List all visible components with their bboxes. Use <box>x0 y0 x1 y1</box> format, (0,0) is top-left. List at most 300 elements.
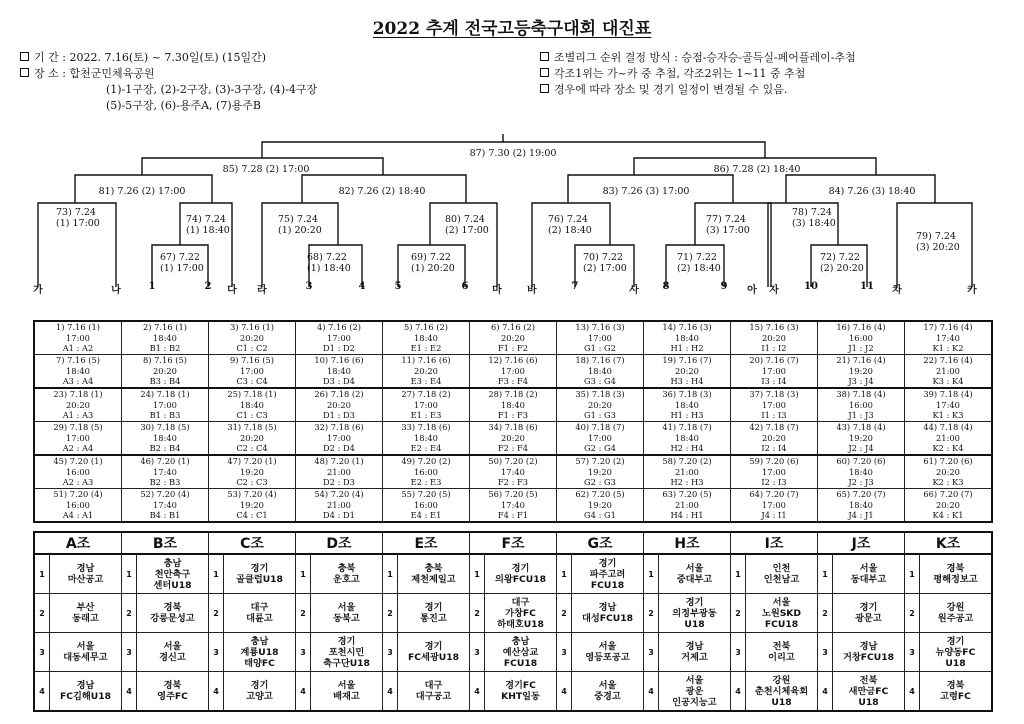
team-name-line: 경기 <box>424 641 443 652</box>
schedule-line: B2 : B3 <box>149 477 181 488</box>
tournament-bracket <box>0 0 1024 300</box>
team-name <box>572 594 644 633</box>
schedule-line: 20:20 <box>240 432 264 443</box>
schedule-line: 59) 7.20 (6) <box>749 456 799 467</box>
schedule-line: 18:40 <box>849 466 873 477</box>
seed-number: 1 <box>34 554 50 594</box>
team-name <box>137 554 209 594</box>
schedule-line: 54) 7.20 (4) <box>314 489 364 500</box>
schedule-line: 61) 7.20 (6) <box>923 456 973 467</box>
schedule-cell <box>470 422 557 456</box>
schedule-line: 27) 7.18 (2) <box>401 389 451 400</box>
team-name-line: 강원 <box>772 674 791 686</box>
slot-label: 2 <box>204 281 212 292</box>
schedule-line: 18:40 <box>327 365 351 376</box>
schedule-line: 25) 7.18 (1) <box>227 389 277 400</box>
schedule-line: J4 : I1 <box>761 510 787 521</box>
seed-number: 3 <box>731 633 746 672</box>
schedule-line: 28) 7.18 (2) <box>488 389 538 400</box>
schedule-line: 18:40 <box>588 365 612 376</box>
slot-label: 가 <box>33 285 43 296</box>
period-value: 2022. 7.16(토) ~ 7.30일(토) (15일간) <box>69 51 267 64</box>
schedule-cell <box>383 355 470 389</box>
team-name <box>224 672 296 712</box>
team-name-line: 서울 <box>685 563 704 574</box>
schedule-line: C3 : C4 <box>236 376 268 387</box>
team-name-line: 경기 <box>859 602 878 613</box>
schedule-line: B1 : B2 <box>149 343 181 354</box>
schedule-line: 17:40 <box>153 466 177 477</box>
match-69: 69) 7.22 (1) 20:20 <box>411 252 455 274</box>
schedule-line: 18:40 <box>153 332 177 343</box>
group-name: E조 <box>383 532 470 554</box>
schedule-cell <box>383 422 470 456</box>
schedule-line: 58) 7.20 (2) <box>662 456 712 467</box>
schedule-line: C2 : C4 <box>236 443 268 454</box>
schedule-cell <box>731 321 818 355</box>
team-name <box>920 672 993 712</box>
team-name-line: 계룡U18 <box>240 646 279 658</box>
schedule-line: G2 : G3 <box>584 477 616 488</box>
schedule-line: 19:20 <box>849 365 873 376</box>
schedule-line: 17:00 <box>240 365 264 376</box>
schedule-line: 45) 7.20 (1) <box>53 456 103 467</box>
seed-number: 4 <box>34 672 50 712</box>
schedule-cell <box>731 422 818 456</box>
schedule-line: 44) 7.18 (4) <box>923 422 973 433</box>
schedule-cell <box>122 489 209 523</box>
team-name <box>485 554 557 594</box>
schedule-cell <box>644 422 731 456</box>
team-name-line: U18 <box>858 696 879 708</box>
schedule-line: 62) 7.20 (5) <box>575 489 625 500</box>
schedule-line: H1 : H3 <box>670 410 704 421</box>
schedule-line: 31) 7.18 (5) <box>227 422 277 433</box>
team-name-line: 인공지능고 <box>672 696 717 708</box>
match-86: 86) 7.28 (2) 18:40 <box>713 164 801 175</box>
schedule-line: 20:20 <box>327 399 351 410</box>
schedule-line: 48) 7.20 (1) <box>314 456 364 467</box>
schedule-cell <box>644 388 731 422</box>
rule-2: 각조1위는 가~카 중 추첨, 각조2위는 1~11 중 추첨 <box>554 67 806 80</box>
team-name-line: 동대부고 <box>850 574 887 585</box>
schedule-cell <box>731 489 818 523</box>
seed-number: 1 <box>209 554 224 594</box>
match-74: 74) 7.24 (1) 18:40 <box>186 214 230 236</box>
team-name-line: 대륜고 <box>246 613 273 624</box>
team-name-line: 의정부광동 <box>672 607 717 619</box>
schedule-line: 20:20 <box>936 466 960 477</box>
team-name-line: FC세광U18 <box>407 652 459 663</box>
team-name-line: 인천남고 <box>763 574 800 585</box>
schedule-line: 17:00 <box>762 499 786 510</box>
team-name-line: 광문고 <box>855 613 882 624</box>
seed-number: 4 <box>383 672 398 712</box>
team-name <box>833 672 905 712</box>
schedule-line: E2 : E3 <box>410 477 442 488</box>
team-name-line: 고양고 <box>246 691 273 702</box>
schedule-line: A4 : A1 <box>62 510 94 521</box>
schedule-line: 24) 7.18 (1) <box>140 389 190 400</box>
schedule-line: 17:00 <box>327 332 351 343</box>
team-name-line: 대구 <box>424 680 443 691</box>
schedule-line: I1 : I3 <box>761 410 787 421</box>
schedule-cell <box>818 422 905 456</box>
schedule-line: 66) 7.20 (7) <box>923 489 973 500</box>
team-name <box>137 594 209 633</box>
schedule-line: K4 : K1 <box>932 510 964 521</box>
slot-label: 바 <box>527 285 537 296</box>
team-name-line: 경기 <box>946 635 965 647</box>
schedule-line: 18) 7.16 (7) <box>575 355 625 366</box>
seed-number: 3 <box>34 633 50 672</box>
team-name-line: FCU18 <box>503 657 538 669</box>
schedule-line: B1 : B3 <box>149 410 181 421</box>
schedule-line: 17:00 <box>327 432 351 443</box>
schedule-line: 2) 7.16 (1) <box>142 322 188 333</box>
seed-number: 3 <box>470 633 485 672</box>
team-name <box>485 633 557 672</box>
group-name: B조 <box>122 532 209 554</box>
schedule-line: A2 : A4 <box>62 443 94 454</box>
schedule-cell <box>122 355 209 389</box>
seed-number: 1 <box>905 554 920 594</box>
schedule-line: E3 : E4 <box>410 376 442 387</box>
schedule-cell <box>905 422 993 456</box>
schedule-line: 40) 7.18 (7) <box>575 422 625 433</box>
team-name-line: 충남 <box>163 557 182 569</box>
seed-number: 3 <box>905 633 920 672</box>
schedule-line: 21) 7.16 (4) <box>836 355 886 366</box>
schedule-cell <box>818 355 905 389</box>
schedule-cell <box>34 489 122 523</box>
schedule-line: J2 : J4 <box>848 443 874 454</box>
team-name-line: 경기 <box>250 563 269 574</box>
schedule-cell <box>209 388 296 422</box>
schedule-line: 17:00 <box>153 399 177 410</box>
seed-number: 4 <box>818 672 833 712</box>
schedule-line: J2 : J3 <box>848 477 874 488</box>
team-name-line: 하태호U18 <box>497 618 544 630</box>
schedule-line: 17:40 <box>936 399 960 410</box>
schedule-cell <box>122 422 209 456</box>
schedule-row <box>34 422 992 456</box>
schedule-line: H3 : H4 <box>670 376 704 387</box>
team-name <box>833 633 905 672</box>
match-87: 87) 7.30 (2) 19:00 <box>469 148 557 159</box>
schedule-line: 9) 7.16 (5) <box>229 355 275 366</box>
match-72: 72) 7.22 (2) 20:20 <box>820 252 864 274</box>
group-team-row <box>34 633 992 672</box>
team-name-line: 대성FCU18 <box>581 613 633 624</box>
schedule-line: 53) 7.20 (4) <box>227 489 277 500</box>
team-name <box>485 594 557 633</box>
schedule-row <box>34 388 992 422</box>
slot-label: 카 <box>967 285 977 296</box>
schedule-line: 21:00 <box>675 466 699 477</box>
team-name <box>50 554 122 594</box>
team-name-line: 춘천시체육회 <box>754 685 809 697</box>
team-name-line: 경북 <box>163 602 182 613</box>
schedule-cell <box>557 422 644 456</box>
schedule-line: 12) 7.16 (6) <box>488 355 538 366</box>
schedule-line: 17:00 <box>66 432 90 443</box>
team-name-line: 대구 <box>250 602 269 613</box>
schedule-line: F4 : F1 <box>497 510 529 521</box>
group-team-row <box>34 554 992 594</box>
venue-value: 합천군민체육공원 <box>69 67 155 80</box>
team-name <box>485 672 557 712</box>
team-name-line: 경남 <box>685 641 704 652</box>
seed-number: 2 <box>731 594 746 633</box>
team-name-line: 경기 <box>685 596 704 608</box>
schedule-cell <box>383 388 470 422</box>
slot-label: 1 <box>148 281 156 292</box>
team-name <box>311 633 383 672</box>
seed-number: 1 <box>644 554 659 594</box>
schedule-line: 18:40 <box>240 399 264 410</box>
schedule-cell <box>905 321 993 355</box>
team-name <box>311 554 383 594</box>
schedule-cell <box>383 321 470 355</box>
page-title: 2022 추계 전국고등축구대회 대진표 <box>372 19 652 39</box>
team-name-line: 서울 <box>337 602 356 613</box>
schedule-line: 35) 7.18 (3) <box>575 389 625 400</box>
team-name-line: 부산 <box>76 602 95 613</box>
schedule-cell <box>470 455 557 489</box>
schedule-line: 41) 7.18 (7) <box>662 422 712 433</box>
seed-number: 2 <box>34 594 50 633</box>
slot-label: 다 <box>227 285 237 296</box>
schedule-line: 18:40 <box>66 365 90 376</box>
schedule-line: 16:00 <box>414 499 438 510</box>
schedule-line: 21:00 <box>675 499 699 510</box>
schedule-line: H4 : H1 <box>670 510 704 521</box>
team-name <box>920 594 993 633</box>
team-name <box>746 672 818 712</box>
team-name <box>137 633 209 672</box>
team-name <box>50 672 122 712</box>
schedule-line: D2 : D3 <box>323 477 355 488</box>
team-name <box>659 554 731 594</box>
schedule-line: H2 : H4 <box>670 443 704 454</box>
team-name-line: 거제고 <box>681 652 708 663</box>
schedule-cell <box>209 422 296 456</box>
team-name <box>659 594 731 633</box>
team-name-line: U18 <box>684 618 705 630</box>
team-name-line: 경신고 <box>159 652 186 663</box>
schedule-line: 20:20 <box>762 432 786 443</box>
schedule-line: 17:00 <box>501 365 525 376</box>
schedule-line: D3 : D4 <box>323 376 355 387</box>
schedule-cell <box>905 388 993 422</box>
schedule-line: 38) 7.18 (4) <box>836 389 886 400</box>
team-name-line: U18 <box>945 657 966 669</box>
team-name <box>224 633 296 672</box>
schedule-line: 33) 7.18 (6) <box>401 422 451 433</box>
schedule-line: F3 : F4 <box>497 376 529 387</box>
schedule-line: C4 : C1 <box>236 510 268 521</box>
team-name <box>311 672 383 712</box>
schedule-cell <box>209 321 296 355</box>
schedule-line: 60) 7.20 (6) <box>836 456 886 467</box>
seed-number: 2 <box>209 594 224 633</box>
team-name-line: 중경고 <box>594 691 621 702</box>
seed-number: 1 <box>296 554 311 594</box>
team-name-line: 경남 <box>598 602 617 613</box>
team-name-line: 태양FC <box>244 657 275 669</box>
schedule-line: F2 : F3 <box>497 477 529 488</box>
seed-number: 3 <box>557 633 572 672</box>
team-name-line: 동북고 <box>333 613 360 624</box>
group-name: H조 <box>644 532 731 554</box>
team-name-line: 충남 <box>511 635 530 647</box>
schedule-line: 20:20 <box>240 332 264 343</box>
seed-number: 4 <box>731 672 746 712</box>
team-name <box>920 633 993 672</box>
schedule-line: 34) 7.18 (6) <box>488 422 538 433</box>
schedule-cell <box>731 388 818 422</box>
team-name-line: 경북 <box>163 680 182 691</box>
schedule-line: 18:40 <box>153 432 177 443</box>
schedule-line: 4) 7.16 (2) <box>316 322 362 333</box>
schedule-line: 19:20 <box>588 499 612 510</box>
schedule-line: K2 : K4 <box>932 443 964 454</box>
schedule-cell <box>296 455 383 489</box>
team-name-line: 제천제일고 <box>411 574 456 585</box>
schedule-cell <box>470 388 557 422</box>
schedule-cell <box>470 355 557 389</box>
schedule-line: H1 : H2 <box>670 343 704 354</box>
team-name-line: 새만금FC <box>848 685 889 697</box>
team-name <box>833 554 905 594</box>
schedule-line: K1 : K3 <box>932 410 964 421</box>
team-name <box>224 554 296 594</box>
venue-line-2: (1)-1구장, (2)-2구장, (3)-3구장, (4)-4구장 <box>106 83 318 96</box>
match-85: 85) 7.28 (2) 17:00 <box>222 164 310 175</box>
seed-number: 1 <box>731 554 746 594</box>
schedule-line: 17:40 <box>501 466 525 477</box>
schedule-line: 19) 7.16 (7) <box>662 355 712 366</box>
team-name-line: 파주고려 <box>589 568 626 580</box>
team-name-line: 경남 <box>859 641 878 652</box>
schedule-line: 7) 7.16 (5) <box>55 355 101 366</box>
schedule-line: 20:20 <box>414 365 438 376</box>
team-name-line: 서울 <box>598 680 617 691</box>
seed-number: 3 <box>122 633 137 672</box>
schedule-line: G2 : G4 <box>584 443 616 454</box>
seed-number: 2 <box>296 594 311 633</box>
slot-label: 사 <box>629 285 639 296</box>
team-name-line: 노원SKD <box>761 607 802 619</box>
schedule-line: E4 : E1 <box>410 510 442 521</box>
schedule-line: 43) 7.18 (4) <box>836 422 886 433</box>
schedule-line: F1 : F2 <box>497 343 529 354</box>
seed-number: 2 <box>557 594 572 633</box>
schedule-line: B3 : B4 <box>149 376 181 387</box>
team-name-line: 경남 <box>76 680 95 691</box>
team-name-line: 강릉문성고 <box>150 613 195 624</box>
schedule-line: G1 : G3 <box>584 410 616 421</box>
match-70: 70) 7.22 (2) 17:00 <box>583 252 627 274</box>
schedule-line: 22) 7.16 (4) <box>923 355 973 366</box>
seed-number: 4 <box>209 672 224 712</box>
schedule-line: 1) 7.16 (1) <box>55 322 101 333</box>
group-name: G조 <box>557 532 644 554</box>
schedule-line: 18:40 <box>414 332 438 343</box>
schedule-line: F1 : F3 <box>497 410 529 421</box>
team-name-line: 중대부고 <box>676 574 713 585</box>
schedule-line: 42) 7.18 (7) <box>749 422 799 433</box>
schedule-line: A1 : A3 <box>62 410 94 421</box>
schedule-line: E1 : E3 <box>410 410 442 421</box>
team-name-line: 서울 <box>772 596 791 608</box>
slot-label: 나 <box>111 285 121 296</box>
team-name-line: 경북 <box>946 563 965 574</box>
schedule-line: 46) 7.20 (1) <box>140 456 190 467</box>
period-label: 기 간 : <box>34 51 66 64</box>
seed-number: 3 <box>209 633 224 672</box>
seed-number: 4 <box>296 672 311 712</box>
schedule-cell <box>296 422 383 456</box>
group-name: I조 <box>731 532 818 554</box>
schedule-line: 20:20 <box>501 432 525 443</box>
seed-number: 2 <box>470 594 485 633</box>
team-name <box>137 672 209 712</box>
schedule-line: 23) 7.18 (1) <box>53 389 103 400</box>
schedule-cell <box>557 489 644 523</box>
seed-number: 1 <box>383 554 398 594</box>
group-name: D조 <box>296 532 383 554</box>
schedule-cell <box>905 455 993 489</box>
team-name-line: 센터U18 <box>153 579 192 591</box>
team-name-line: 이리고 <box>768 652 795 663</box>
schedule-line: 17:00 <box>762 399 786 410</box>
slot-label: 6 <box>461 281 469 292</box>
schedule-cell <box>122 388 209 422</box>
team-name-line: 경기 <box>250 680 269 691</box>
group-name: J조 <box>818 532 905 554</box>
schedule-line: 56) 7.20 (5) <box>488 489 538 500</box>
match-81: 81) 7.26 (2) 17:00 <box>98 186 186 197</box>
schedule-cell <box>557 355 644 389</box>
schedule-line: 51) 7.20 (4) <box>53 489 103 500</box>
team-name-line: 경기FC <box>505 680 536 691</box>
team-name-line: 경기 <box>598 557 617 569</box>
seed-number: 3 <box>644 633 659 672</box>
schedule-line: 18:40 <box>849 499 873 510</box>
slot-label: 11 <box>860 281 874 292</box>
schedule-line: 16:00 <box>414 466 438 477</box>
schedule-line: G1 : G2 <box>584 343 616 354</box>
team-name <box>398 554 470 594</box>
schedule-cell <box>818 321 905 355</box>
schedule-line: 49) 7.20 (2) <box>401 456 451 467</box>
schedule-line: K3 : K4 <box>932 376 964 387</box>
group-team-row <box>34 672 992 712</box>
schedule-line: 17:00 <box>762 466 786 477</box>
schedule-cell <box>34 422 122 456</box>
slot-label: 10 <box>804 281 818 292</box>
team-name-line: 광운 <box>685 685 704 697</box>
seed-number: 2 <box>818 594 833 633</box>
schedule-line: A3 : A4 <box>62 376 94 387</box>
schedule-line: 32) 7.18 (6) <box>314 422 364 433</box>
team-name-line: 서울 <box>598 641 617 652</box>
schedule-line: 18:40 <box>675 332 699 343</box>
schedule-line: 19:20 <box>849 432 873 443</box>
group-stage-schedule <box>33 320 993 523</box>
